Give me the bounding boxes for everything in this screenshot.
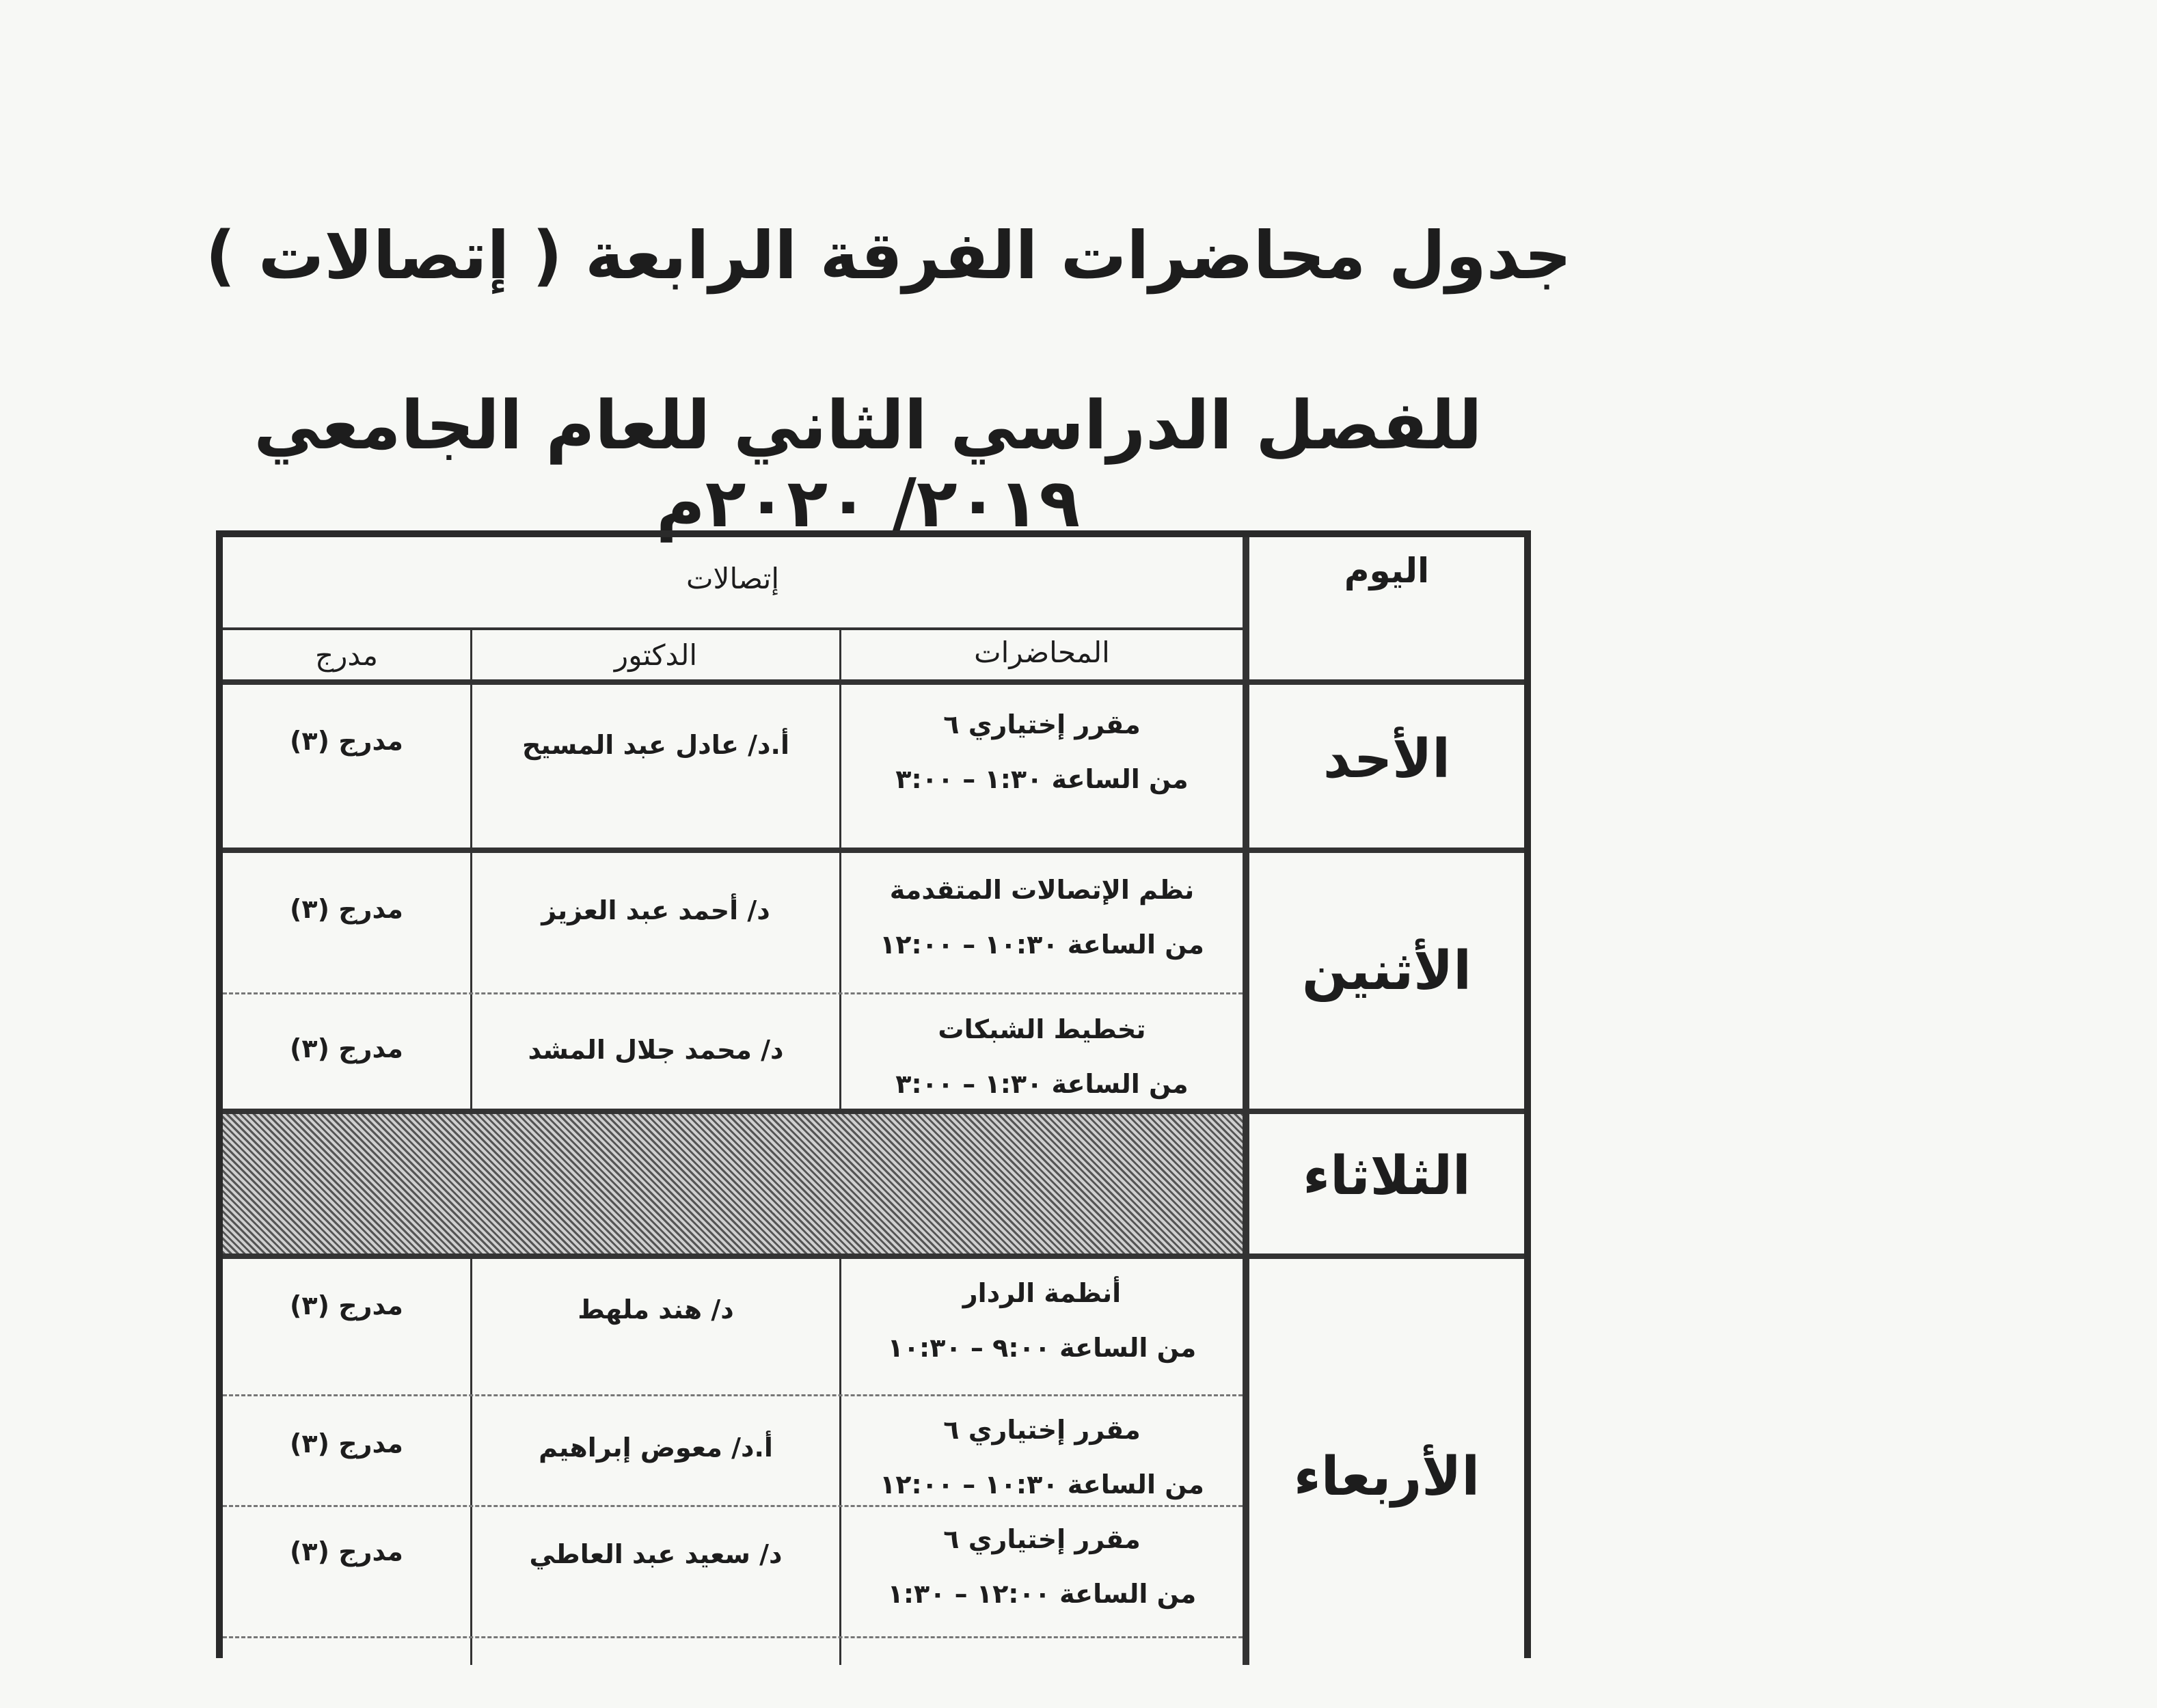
list-item-course xyxy=(841,697,1243,806)
doctor-name: د/ أحمد عبد العزيز xyxy=(541,895,770,925)
hall-name: مدرج (٣) xyxy=(290,1428,403,1459)
course-name: نظم الإتصالات المتقدمة xyxy=(889,875,1195,905)
course-time: من الساعة ١:٣٠ – ٣:٠٠ xyxy=(895,764,1189,794)
header-bottom-line xyxy=(223,679,1524,685)
hall-header: مدرج xyxy=(315,638,378,672)
wednesday-row-divider-3 xyxy=(223,1636,1243,1638)
hall-name: مدرج (٣) xyxy=(290,1290,403,1320)
doctor-name: د/ محمد جلال المشد xyxy=(528,1035,784,1065)
tuesday-bottom-line xyxy=(223,1253,1524,1259)
list-item-course xyxy=(841,1402,1243,1512)
tuesday-empty-block xyxy=(223,1114,1243,1253)
course-time: من الساعة ١٢:٠٠ – ١:٣٠ xyxy=(887,1579,1197,1609)
list-item-course xyxy=(841,1512,1243,1621)
day-monday: الأثنين xyxy=(1302,940,1471,1002)
day-sunday: الأحد xyxy=(1322,729,1451,790)
doctor-name: د/ سعيد عبد العاطي xyxy=(529,1539,783,1569)
lectures-header: المحاضرات xyxy=(974,636,1110,669)
dept-header: إتصالات xyxy=(686,562,780,595)
course-name: مقرر إختياري ٦ xyxy=(943,709,1141,740)
day-wednesday: الأربعاء xyxy=(1293,1446,1480,1508)
wednesday-row-divider-1 xyxy=(223,1394,1243,1396)
list-item-course xyxy=(841,1002,1243,1111)
day-header: اليوم xyxy=(1344,551,1430,591)
course-time: من الساعة ١٠:٣٠ – ١٢:٠٠ xyxy=(880,930,1204,960)
monday-row-divider xyxy=(223,992,1243,994)
hall-name: مدرج (٣) xyxy=(290,1033,403,1063)
page-title: جدول محاضرات الفرقة الرابعة ( إتصالات ) xyxy=(205,217,1572,294)
hall-name: مدرج (٣) xyxy=(290,726,403,756)
sunday-bottom-line xyxy=(223,848,1524,853)
schedule-table xyxy=(216,530,1531,1658)
course-time: من الساعة ١:٣٠ – ٣:٠٠ xyxy=(895,1069,1189,1099)
course-time: من الساعة ١٠:٣٠ – ١٢:٠٠ xyxy=(880,1469,1204,1500)
day-column-divider xyxy=(1243,537,1249,1665)
course-time: من الساعة ٩:٠٠ – ١٠:٣٠ xyxy=(887,1333,1197,1363)
hall-name: مدرج (٣) xyxy=(290,1536,403,1567)
course-name: تخطيط الشبكات xyxy=(938,1014,1146,1044)
doctor-name: أ.د/ عادل عبد المسيح xyxy=(522,730,789,760)
day-tuesday: الثلاثاء xyxy=(1303,1146,1471,1207)
doctor-name: د/ هند ملهط xyxy=(578,1294,734,1325)
list-item-course xyxy=(841,863,1243,972)
course-name: مقرر إختياري ٦ xyxy=(943,1524,1141,1554)
doctor-header: الدكتور xyxy=(614,638,698,672)
page-subtitle: للفصل الدراسي الثاني للعام الجامعي ٢٠١٩/ ٢٠٢٠م xyxy=(254,387,1482,543)
header-divider xyxy=(223,627,1243,630)
course-name: أنظمة الردار xyxy=(962,1278,1122,1308)
hall-name: مدرج (٣) xyxy=(290,894,403,924)
course-name: مقرر إختياري ٦ xyxy=(943,1415,1141,1445)
doctor-name: أ.د/ معوض إبراهيم xyxy=(539,1433,773,1463)
list-item-course xyxy=(841,1266,1243,1375)
